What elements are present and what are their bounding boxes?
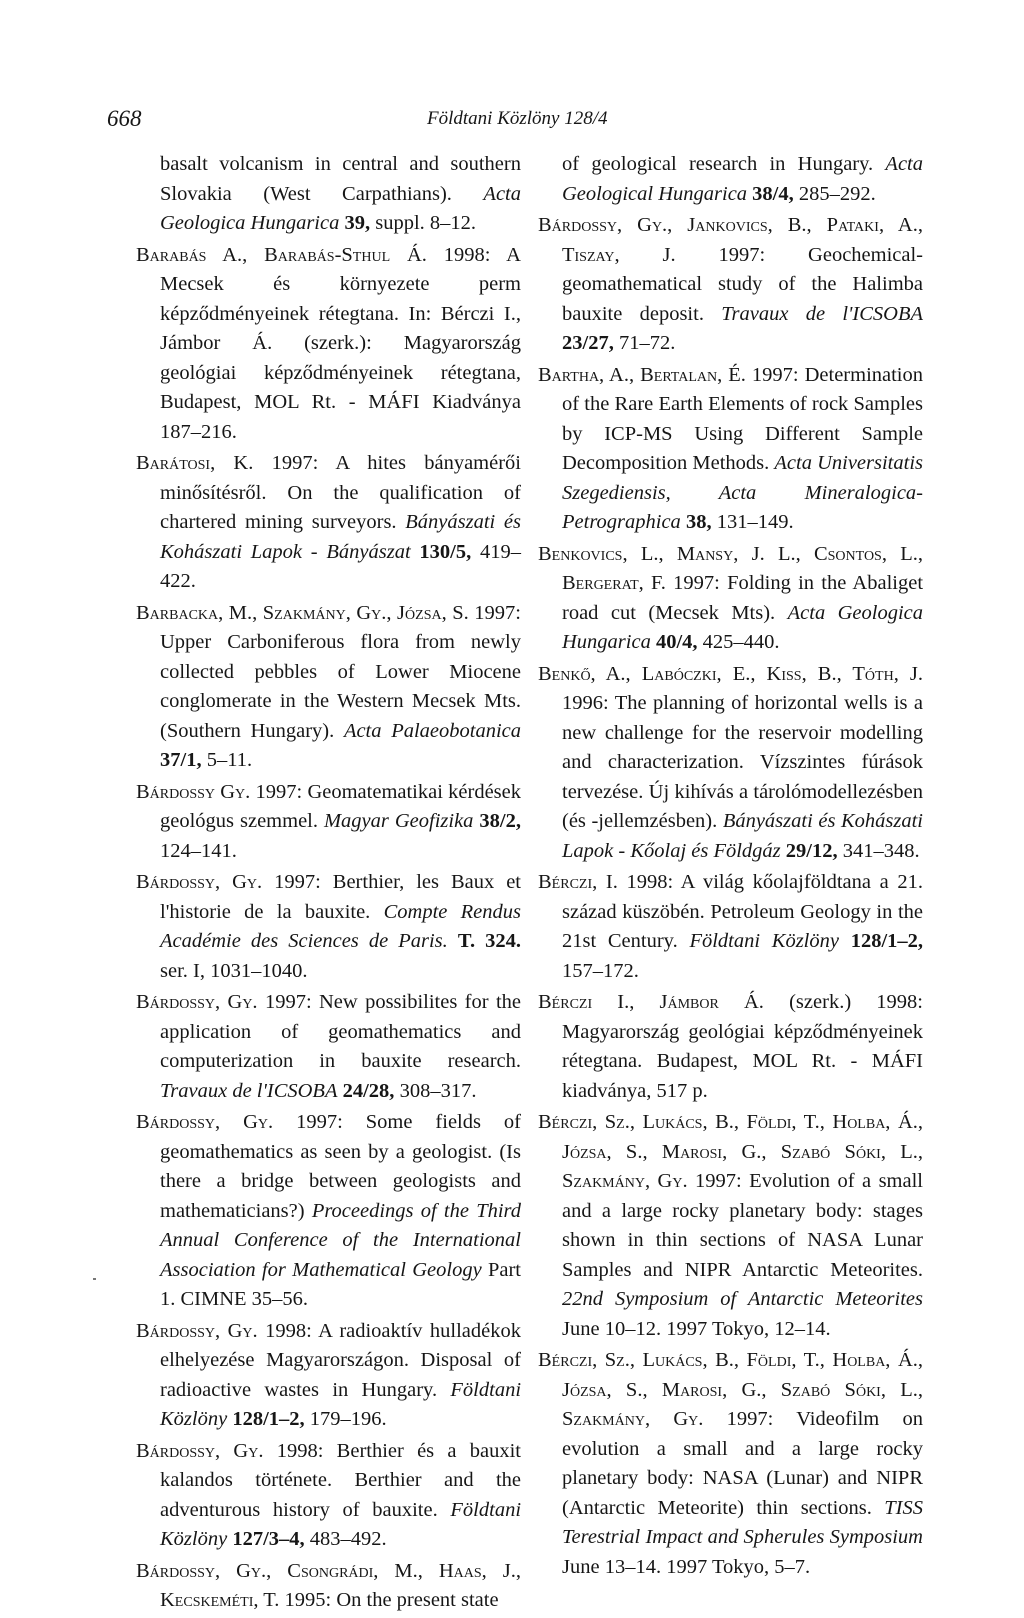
- reference-source: 22nd Symposium of Antarctic Meteorites: [562, 1288, 923, 1310]
- reference-authors: Bárdossy, Gy.: [136, 991, 258, 1013]
- reference-pages: 483–492.: [309, 1528, 387, 1550]
- reference-entry: [136, 988, 521, 1106]
- reference-text: 1997: Geochemical- geomathematical study of the Halimba bauxite deposit.: [562, 243, 924, 325]
- page-number: 668: [107, 106, 142, 131]
- reference-volume: 37/1,: [160, 749, 202, 771]
- reference-entry: [538, 1346, 923, 1582]
- reference-entry: [136, 1108, 521, 1315]
- reference-authors: Bárdossy, Gy., Csongrádi, M., Haas, J., Kecskeméti, T.: [136, 1559, 521, 1611]
- left-column: [136, 150, 521, 1618]
- reference-source: Földtani Közlöny: [689, 930, 839, 952]
- reference-volume: 127/3–4,: [232, 1528, 305, 1550]
- reference-source: Acta Palaeobotanica: [343, 719, 522, 742]
- reference-volume: 24/28,: [342, 1079, 395, 1102]
- reference-entry: [538, 660, 923, 867]
- reference-authors: Bérczi, Sz., Lukács, B., Földi, T., Holba, Á., Józsa, S., Marosi, G., Szabó Sóki, L., Szakmány, Gy.: [538, 1349, 923, 1430]
- reference-source: Földtani Közlöny: [160, 1378, 522, 1430]
- reference-text: 1997: Geomatematikai kérdések geológus szemmel.: [160, 780, 521, 832]
- reference-entry: [136, 778, 521, 867]
- reference-authors: Bartha, A., Bertalan, É.: [538, 363, 746, 386]
- reference-source: Acta Universitatis Szegediensis, Acta Mineralogica-Petrographica: [562, 452, 923, 533]
- reference-authors: Bárdossy, Gy.: [136, 1319, 258, 1342]
- reference-pages: 71–72.: [618, 332, 676, 354]
- reference-pages: 179–196.: [309, 1408, 387, 1430]
- reference-entry: [538, 150, 923, 209]
- reference-text: 1996: The planning of horizontal wells is a new challenge for the reservoir modelling and characterization. Vízszintes fúrások tervezése. Új kihívás a tárolómodellezésben (és -jellemzésben).: [562, 692, 923, 832]
- reference-entry: [538, 211, 923, 359]
- reference-pages: 341–348.: [842, 839, 920, 862]
- reference-pages: 131–149.: [716, 511, 794, 533]
- reference-entry: [538, 868, 923, 986]
- reference-source: Acta Geologica Hungarica: [562, 601, 924, 653]
- reference-text: basalt volcanism in central and southern Slovakia (West Carpathians).: [160, 153, 521, 205]
- reference-text: 1997: Upper Carboniferous flora from newly collected pebbles of Lower Miocene conglomerate in the Western Mecsek Mts. (Southern Hungary).: [160, 601, 521, 742]
- reference-text: 1995: On the present state: [284, 1589, 499, 1611]
- reference-authors: Bárdossy, Gy.: [136, 871, 263, 893]
- reference-text: (szerk.) 1998: Magyarország geológiai képződményeinek rétegtana. Budapest, MOL Rt. - MÁFI kiadványa, 517 p.: [562, 991, 923, 1102]
- reference-source: Bányászati és Kohászati Lapok - Kőolaj és Földgáz: [562, 810, 923, 862]
- reference-volume: 128/1–2,: [232, 1408, 305, 1430]
- reference-volume: 38/4,: [752, 182, 794, 205]
- reference-pages: suppl. 8–12.: [375, 212, 477, 234]
- reference-text: 1997: Videofilm on evolution a small and a large rocky planetary body: NASA (Lunar) and NIPR (Antarctic Meteorite) thin sections.: [562, 1408, 924, 1519]
- reference-text: 1998: Berthier és a bauxit kalandos története. Berthier and the adventurous history of bauxite.: [160, 1439, 522, 1521]
- reference-pages: 419–422.: [160, 540, 522, 592]
- reference-entry: [136, 1437, 521, 1555]
- running-title: Földtani Közlöny 128/4: [427, 108, 608, 129]
- page-header: [107, 104, 917, 134]
- reference-entry: [538, 988, 923, 1106]
- reference-authors: Barbacka, M., Szakmány, Gy., Józsa, S.: [136, 601, 469, 624]
- reference-pages: Part 1. CIMNE 35–56.: [160, 1258, 521, 1310]
- reference-authors: Bérczi, Sz., Lukács, B., Földi, T., Holba, Á., Józsa, S., Marosi, G., Szabó Sóki, L., Szakmány, Gy.: [538, 1111, 923, 1192]
- reference-authors: Barátosi, K.: [136, 452, 254, 474]
- reference-source: Acta Geologica Hungarica: [160, 182, 521, 234]
- reference-entry: [136, 150, 521, 239]
- reference-source: Travaux de l'ICSOBA: [721, 302, 923, 325]
- reference-source: Magyar Geofizika: [323, 810, 474, 832]
- reference-entry: [136, 241, 521, 448]
- reference-entry: [136, 599, 521, 776]
- reference-text: 1997: Determination of the Rare Earth Elements of rock Samples by ICP-MS Using Different Sample Decomposition Methods.: [562, 363, 924, 474]
- reference-pages: 124–141.: [160, 839, 237, 862]
- reference-pages: 157–172.: [562, 959, 639, 982]
- reference-entry: [136, 1317, 521, 1435]
- reference-pages: 308–317.: [399, 1079, 477, 1102]
- reference-source: Proceedings of the Third Annual Conference of the International Association for Mathematical Geology: [160, 1199, 522, 1281]
- reference-authors: Bérczi I., Jámbor Á.: [538, 991, 764, 1013]
- reference-authors: Bárdossy, Gy.: [136, 1111, 274, 1133]
- reference-source: Földtani Közlöny: [160, 1498, 522, 1550]
- reference-volume: 40/4,: [655, 631, 698, 653]
- reference-pages: June 10–12. 1997 Tokyo, 12–14.: [562, 1317, 831, 1340]
- reference-authors: Bárdossy, Gy., Jankovics, B., Pataki, A., Tiszay, J.: [538, 214, 923, 266]
- reference-source: Acta Geological Hungarica: [562, 153, 923, 205]
- reference-pages: June 13–14. 1997 Tokyo, 5–7.: [562, 1555, 811, 1578]
- reference-text: of geological research in Hungary.: [562, 153, 874, 175]
- reference-entry: [136, 1557, 521, 1616]
- reference-source: Travaux de l'ICSOBA: [160, 1079, 338, 1102]
- reference-text: 1998: A Mecsek és környezete perm képződményeinek rétegtana. In: Bérczi I., Jámbor Á. (szerk.): Magyarország geológiai képződményeinek rétegtana, Budapest, MOL Rt. - MÁFI Kiadványa 187–216.: [160, 243, 521, 443]
- reference-text: 1997: A hites bányamérői minősítésről. On the qualification of chartered mining surveyors.: [160, 452, 521, 533]
- reference-source: Bányászati és Kohászati Lapok - Bányászat: [160, 511, 522, 563]
- reference-entry: [136, 868, 521, 986]
- reference-text: 1997: Berthier, les Baux et l'historie de la bauxite.: [160, 871, 521, 923]
- reference-text: 1998: A radioaktív hulladékok elhelyezése Magyarországon. Disposal of radioactive wastes in Hungary.: [160, 1319, 521, 1401]
- reference-pages: 425–440.: [702, 631, 780, 653]
- reference-text: 1997: Folding in the Abaliget road cut (Mecsek Mts).: [562, 572, 924, 624]
- reference-pages: 5–11.: [206, 749, 253, 771]
- right-column: [538, 150, 923, 1584]
- reference-volume: 38/2,: [479, 810, 521, 832]
- reference-authors: Benkő, A., Labóczki, E., Kiss, B., Tóth, J.: [538, 662, 923, 685]
- reference-pages: ser. I, 1031–1040.: [160, 959, 308, 982]
- reference-volume: T. 324.: [457, 930, 522, 952]
- reference-volume: 23/27,: [562, 332, 614, 354]
- reference-authors: Benkovics, L., Mansy, J. L., Csontos, L., Bergerat, F.: [538, 542, 923, 594]
- reference-authors: Barabás A., Barabás-Sthul Á.: [136, 243, 427, 266]
- scan-speck: [93, 1278, 96, 1280]
- reference-entry: [538, 540, 923, 658]
- reference-authors: Bárdossy Gy.: [136, 780, 251, 803]
- reference-volume: 29/12,: [785, 839, 838, 862]
- reference-volume: 130/5,: [419, 540, 472, 563]
- reference-authors: Bárdossy, Gy.: [136, 1439, 264, 1462]
- reference-entry: [538, 361, 923, 538]
- reference-authors: Bérczi, I.: [538, 871, 618, 893]
- reference-volume: 128/1–2,: [850, 930, 924, 952]
- reference-text: 1998: A világ kőolajföldtana a 21. század küszöbén. Petroleum Geology in the 21st Century.: [562, 871, 923, 952]
- reference-source: Compte Rendus Académie des Sciences de Paris.: [160, 900, 521, 952]
- reference-volume: 39,: [344, 212, 371, 234]
- reference-text: 1997: Some fields of geomathematics as seen by a geologist. (Is there a bridge between geologists and mathematicians?): [160, 1111, 522, 1222]
- reference-volume: 38,: [685, 511, 712, 533]
- reference-pages: 285–292.: [798, 182, 876, 205]
- reference-entry: [136, 449, 521, 597]
- reference-source: TISS Terestrial Impact and Spherules Symposium: [562, 1496, 924, 1548]
- reference-entry: [538, 1108, 923, 1344]
- reference-text: 1997: New possibilites for the application of geomathematics and computerization in bauxite research.: [160, 991, 521, 1072]
- reference-text: 1997: Evolution of a small and a large rocky planetary body: stages shown in thin sections of NASA Lunar Samples and NIPR Antarctic Meteorites.: [562, 1170, 923, 1281]
